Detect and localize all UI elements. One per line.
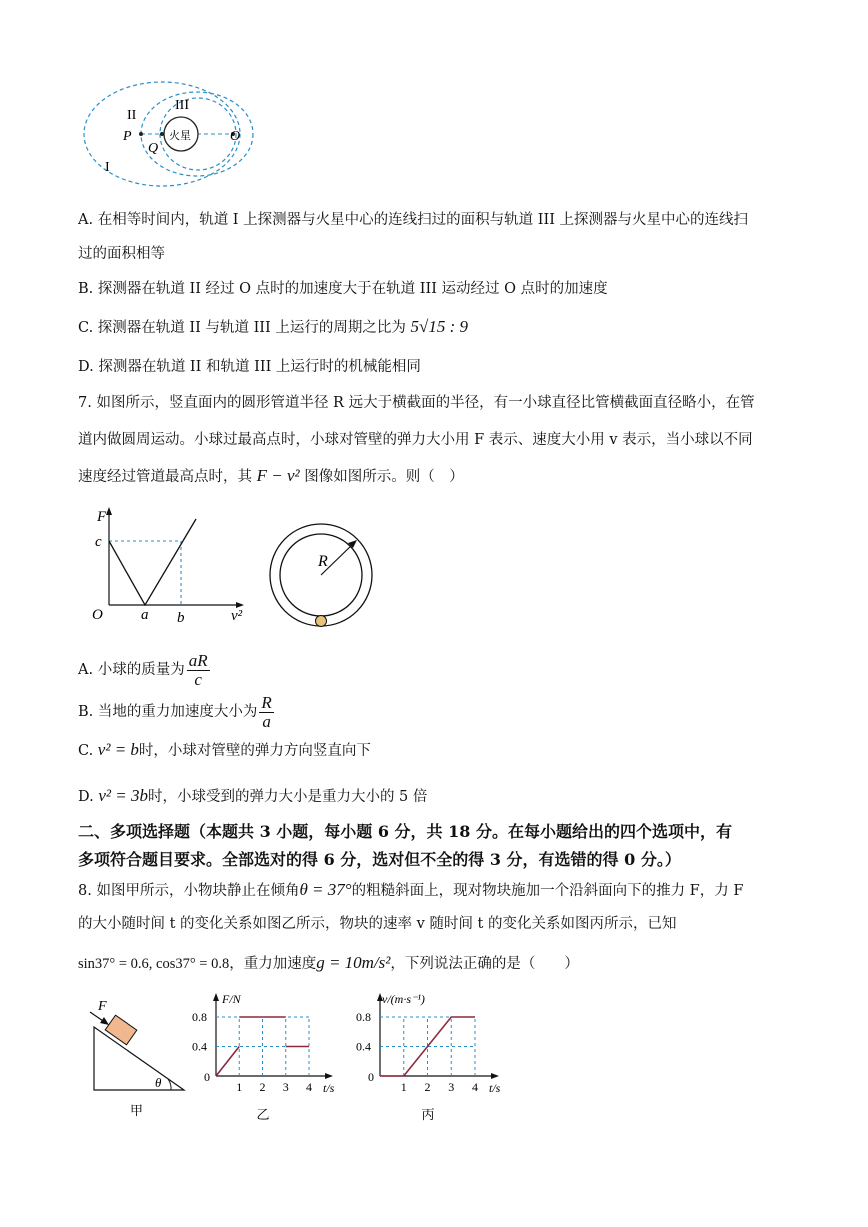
label-theta: θ (155, 1075, 162, 1090)
y-tick-label: 0 (368, 1070, 374, 1084)
q7-line1: 7. 如图所示，竖直面内的圆形管道半径 R 远大于横截面的半径，有一小球直径比管横截面直径略小，在管 (78, 395, 755, 411)
chart-yi (190, 990, 335, 1120)
label-F: F (97, 509, 107, 525)
x-tick-label: 3 (448, 1080, 455, 1094)
label-v2: v² (231, 608, 243, 624)
label-Q: Q (148, 141, 159, 156)
x-tick-label: 2 (424, 1080, 431, 1094)
label-O: O (230, 129, 241, 144)
label-c: c (95, 534, 102, 550)
q7-option-d-text: 时，小球受到的弹力大小是重力大小的 5 倍 (147, 789, 428, 805)
f-v2-graph (88, 505, 258, 625)
fraction-den: a (262, 711, 271, 731)
f-curve (109, 519, 196, 605)
q6-option-c-text: C. 探测器在轨道 II 与轨道 III 上运行的周期之比为 (78, 320, 406, 336)
y-tick-label: 0.4 (192, 1039, 207, 1054)
q7-line3-math: F − v² (256, 466, 300, 485)
fraction-num: R (261, 692, 272, 712)
y-tick-label: 0.4 (356, 1039, 371, 1054)
caption-jia: 甲 (130, 1103, 144, 1118)
y-axis-label: v/(m·s⁻¹) (382, 992, 425, 1006)
q8-line3-g: g = 10m/s² (316, 953, 391, 972)
x-axis-arrow (491, 1073, 499, 1079)
q7-option-c-text: 时，小球对管壁的弹力方向竖直向下 (138, 743, 371, 759)
q6-option-c-math: 5√15 : 9 (410, 317, 468, 336)
fraction-R-a (259, 694, 273, 731)
x-tick-label: 1 (236, 1080, 243, 1094)
q7-option-a (78, 648, 212, 692)
fraction-den: c (194, 669, 202, 689)
incline-figure (80, 995, 190, 1120)
x-tick-label: 4 (472, 1080, 478, 1094)
q7-line3-suffix: 图像如图所示。则（ ） (304, 469, 464, 485)
mars-label: 火星 (169, 130, 191, 142)
label-P: P (123, 129, 132, 144)
point-P (139, 132, 143, 136)
q6-option-d: D. 探测器在轨道 II 和轨道 III 上运行时的机械能相同 (78, 359, 421, 375)
q7-option-d (78, 786, 427, 807)
q7-option-c-math: v² = b (97, 740, 139, 759)
x-axis-label: t/s (489, 1081, 501, 1095)
x-tick-label: 1 (400, 1080, 407, 1094)
y-tick-label: 0.8 (356, 1010, 371, 1024)
label-a: a (141, 607, 149, 623)
q7-option-c-letter: C. (78, 743, 94, 759)
x-tick-label: 3 (282, 1080, 289, 1094)
block (105, 1015, 137, 1045)
fraction-aR-c (187, 652, 210, 689)
section2-line1: 二、多项选择题（本题共 3 小题，每小题 6 分，共 18 分。在每小题给出的四个选项中，有 (78, 822, 732, 841)
q7-line3 (78, 466, 464, 487)
x-axis-label: t/s (323, 1081, 335, 1095)
q7-option-c (78, 740, 371, 761)
y-axis-arrow (213, 993, 219, 1001)
q7-line3-prefix: 速度经过管道最高点时，其 (78, 469, 252, 485)
x-axis-arrow (325, 1073, 333, 1079)
q6-option-b: B. 探测器在轨道 II 经过 O 点时的加速度大于在轨道 III 运动经过 O 点时的加速度 (78, 281, 608, 297)
x-tick-label: 2 (259, 1080, 266, 1094)
label-O-origin: O (92, 607, 103, 623)
data-line-segment (216, 1047, 239, 1077)
chart-caption: 丙 (421, 1107, 435, 1122)
point-Q (160, 132, 164, 136)
q8-line1-suffix: 的粗糙斜面上，现对物块施加一个沿斜面向下的推力 F，力 F (351, 883, 744, 899)
y-tick-label: 0.8 (192, 1010, 207, 1024)
label-I: I (105, 160, 110, 175)
q6-option-a-line1: A. 在相等时间内，轨道 I 上探测器与火星中心的连线扫过的面积与轨道 III 上探测器与火星中心的连线扫 (78, 212, 749, 228)
q8-line1-prefix: 8. 如图甲所示，小物块静止在倾角 (78, 883, 300, 899)
q7-option-d-letter: D. (78, 789, 94, 805)
q8-line1 (78, 880, 743, 901)
x-tick-label: 4 (306, 1080, 312, 1094)
q8-line1-math: θ = 37° (299, 880, 352, 899)
q7-option-d-math: v² = 3b (98, 786, 148, 805)
q6-option-a-line2: 过的面积相等 (78, 246, 165, 262)
q8-line2: 的大小随时间 t 的变化关系如图乙所示，物块的速率 v 随时间 t 的变化关系如图丙所示，已知 (78, 916, 677, 932)
force-arrow-head (100, 1017, 109, 1025)
label-b: b (177, 610, 185, 626)
label-III: III (175, 98, 189, 113)
q6-option-c (78, 317, 468, 338)
q8-line3-mid: ，重力加速度 (229, 956, 317, 972)
q8-line3-math: sin37° = 0.6, cos37° = 0.8 (78, 956, 230, 972)
section2-line2: 多项符合题目要求。全部选对的得 6 分，选对但不全的得 3 分，有选错的得 0 分。） (78, 850, 681, 869)
q8-line3 (78, 953, 579, 974)
ball (316, 616, 327, 627)
q7-option-b (78, 690, 276, 734)
label-F-force: F (98, 999, 107, 1014)
y-axis-label: F/N (222, 992, 241, 1006)
q7-option-b-text: B. 当地的重力加速度大小为 (78, 704, 258, 720)
fraction-num: aR (188, 650, 208, 670)
chart-caption: 乙 (256, 1107, 270, 1122)
q8-line3-suffix: ，下列说法正确的是（ ） (390, 956, 579, 972)
chart-bing (350, 990, 515, 1120)
label-R: R (318, 553, 328, 570)
tube-figure (268, 527, 378, 631)
q7-option-a-text: A. 小球的质量为 (78, 662, 185, 678)
label-II: II (127, 108, 137, 123)
y-axis-arrow (106, 507, 112, 515)
q7-line2: 道内做圆周运动。小球过最高点时，小球对管壁的弹力大小用 F 表示、速度大小用 v 表示，当小球以不同 (78, 432, 753, 448)
incline (94, 1027, 184, 1090)
orbit-figure (78, 80, 258, 200)
y-tick-label: 0 (204, 1070, 210, 1084)
